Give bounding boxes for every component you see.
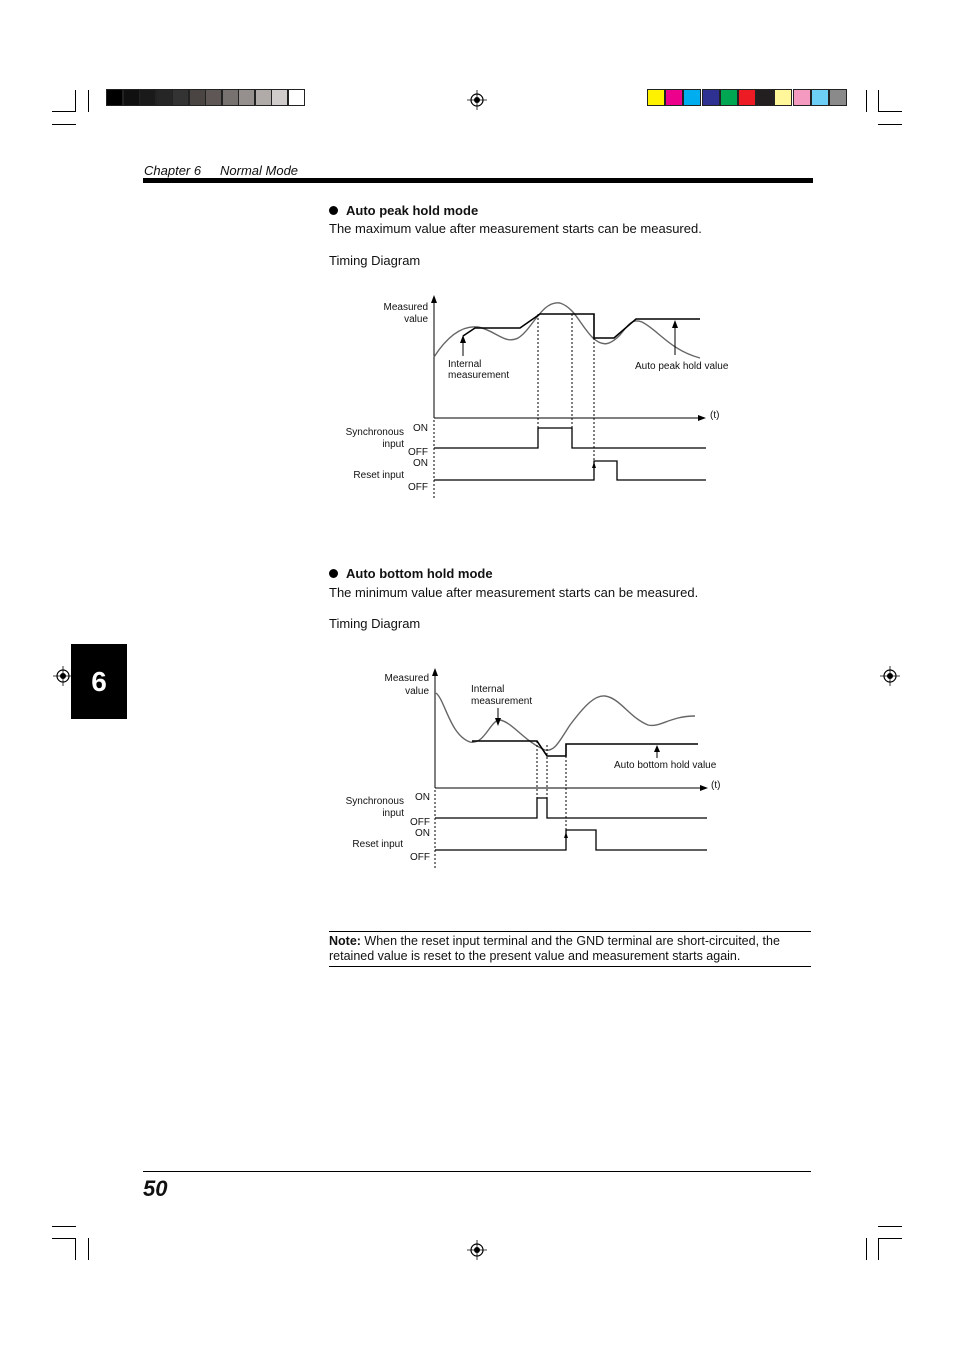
bullet-icon	[329, 206, 338, 215]
crop-mark	[878, 1226, 902, 1227]
gray-swatch	[205, 89, 222, 106]
crop-mark	[878, 90, 879, 112]
color-swatch	[738, 89, 756, 106]
crop-mark	[52, 124, 76, 125]
color-swatch	[829, 89, 847, 106]
page-number: 50	[143, 1176, 168, 1201]
gray-swatch	[139, 89, 156, 106]
bottom-reset-off-label: OFF	[410, 852, 430, 863]
bottom-hold-line	[472, 741, 698, 756]
gray-swatch	[288, 89, 305, 106]
gray-swatch	[255, 89, 272, 106]
bottom-hold-arrow-icon	[654, 745, 660, 752]
gray-swatch	[172, 89, 189, 106]
gray-swatch	[271, 89, 288, 106]
color-swatch	[774, 89, 792, 106]
peak-sync-signal	[434, 428, 706, 448]
gray-swatch	[156, 89, 173, 106]
peak-time-arrow-icon	[698, 415, 706, 421]
bottom-section-title: Auto bottom hold mode	[346, 566, 493, 581]
peak-reset-on-label: ON	[413, 458, 428, 469]
peak-diagram-label: Timing Diagram	[329, 253, 421, 268]
bottom-measured-label-2: value	[405, 686, 429, 697]
peak-sync-label-2: input	[382, 439, 404, 450]
peak-internal-arrow-icon	[460, 335, 466, 343]
bottom-sync-signal	[435, 798, 707, 818]
gray-swatch	[123, 89, 140, 106]
peak-internal-label-2: measurement	[448, 370, 510, 381]
bottom-time-label: (t)	[711, 780, 721, 791]
note-text: When the reset input terminal and the GND terminal are short-circuited, the retained value is reset to the present value and measurement starts again.	[329, 934, 780, 963]
crop-mark	[52, 1238, 76, 1239]
bullet-icon	[329, 569, 338, 578]
color-swatch	[702, 89, 720, 106]
peak-reset-label: Reset input	[353, 470, 404, 481]
peak-section-heading	[329, 202, 478, 220]
peak-sync-on-label: ON	[413, 423, 428, 434]
bottom-sync-off-label: OFF	[410, 817, 430, 828]
crop-mark	[75, 1238, 76, 1260]
footer-rule	[143, 1171, 811, 1172]
registration-mark-icon	[467, 1240, 487, 1260]
peak-y-axis-arrow-icon	[431, 295, 437, 303]
bottom-hold-value-label: Auto bottom hold value	[614, 760, 717, 771]
peak-sync-label-1: Synchronous	[345, 427, 404, 438]
note-box	[329, 931, 811, 967]
bottom-diagram-label: Timing Diagram	[329, 616, 421, 631]
peak-hold-line	[463, 314, 700, 338]
color-swatch	[811, 89, 829, 106]
crop-mark	[866, 90, 867, 112]
gray-swatch	[106, 89, 123, 106]
gray-swatch	[238, 89, 255, 106]
bottom-reset-on-label: ON	[415, 828, 430, 839]
crop-mark	[75, 90, 76, 112]
bottom-time-arrow-icon	[700, 785, 708, 791]
peak-measured-label-1: Measured	[383, 302, 428, 313]
registration-mark-icon	[467, 90, 487, 110]
chapter-tab: 6	[71, 644, 127, 719]
bottom-reset-signal	[435, 830, 707, 850]
peak-measured-wave	[434, 303, 700, 358]
header-rule	[143, 178, 813, 183]
bottom-description: The minimum value after measurement starts can be measured.	[329, 585, 699, 600]
peak-reset-signal	[434, 461, 706, 480]
bottom-internal-label-2: measurement	[471, 696, 533, 707]
peak-time-label: (t)	[710, 410, 720, 421]
peak-hold-value-label: Auto peak hold value	[635, 361, 729, 372]
note-label: Note:	[329, 934, 361, 948]
color-swatch	[665, 89, 683, 106]
peak-sync-off-label: OFF	[408, 447, 428, 458]
peak-section-title: Auto peak hold mode	[346, 203, 479, 218]
bottom-reset-arrow-icon	[564, 832, 568, 838]
crop-mark	[866, 1238, 867, 1260]
chapter-label: Chapter 6	[144, 163, 202, 178]
bottom-sync-label-1: Synchronous	[345, 796, 404, 807]
bottom-y-axis-arrow-icon	[432, 668, 438, 676]
peak-hold-arrow-icon	[672, 320, 678, 328]
crop-mark	[878, 1238, 902, 1239]
bottom-reset-label: Reset input	[352, 839, 403, 850]
crop-mark	[88, 1238, 89, 1260]
registration-mark-icon	[53, 666, 73, 686]
crop-mark	[52, 1226, 76, 1227]
bottom-sync-label-2: input	[382, 808, 404, 819]
section-label: Normal Mode	[220, 163, 299, 178]
bottom-sync-on-label: ON	[415, 792, 430, 803]
peak-reset-arrow-icon	[592, 462, 596, 468]
color-swatch	[683, 89, 701, 106]
color-swatch	[793, 89, 811, 106]
peak-timing-diagram	[330, 290, 750, 505]
color-swatch	[647, 89, 665, 106]
crop-mark	[88, 90, 89, 112]
crop-mark	[878, 111, 902, 112]
peak-internal-label-1: Internal	[448, 359, 482, 370]
bottom-timing-diagram	[330, 660, 750, 875]
peak-description: The maximum value after measurement starts can be measured.	[329, 221, 702, 236]
gray-swatch	[222, 89, 239, 106]
peak-measured-label-2: value	[404, 314, 428, 325]
color-swatch	[756, 89, 774, 106]
registration-mark-icon	[880, 666, 900, 686]
peak-reset-off-label: OFF	[408, 482, 428, 493]
crop-mark	[878, 124, 902, 125]
gray-swatch	[189, 89, 206, 106]
bottom-internal-label-1: Internal	[471, 684, 505, 695]
crop-mark	[878, 1238, 879, 1260]
crop-mark	[52, 111, 76, 112]
bottom-measured-label-1: Measured	[384, 673, 429, 684]
color-swatch	[720, 89, 738, 106]
bottom-section-heading	[329, 565, 493, 583]
